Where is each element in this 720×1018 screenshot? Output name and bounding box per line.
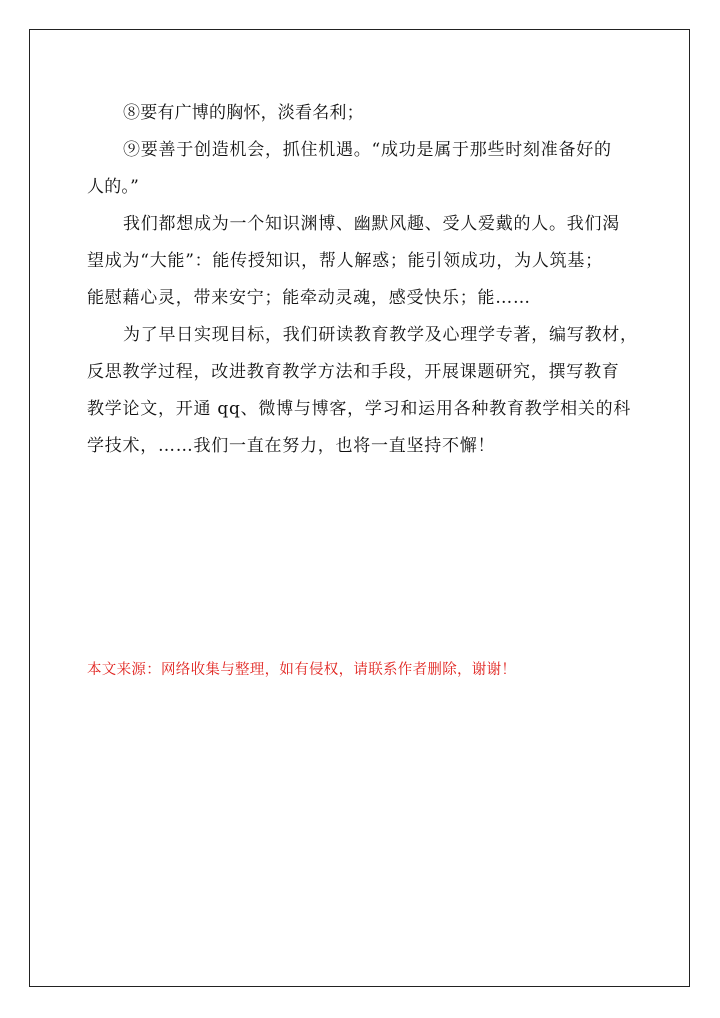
paragraph-effort-line-3: 教学论文，开通 qq、微博与博客，学习和运用各种教育教学相关的科 (87, 399, 632, 419)
document-body (87, 95, 638, 465)
paragraph-effort-line-2: 反思教学过程，改进教育教学方法和手段，开展课题研究，撰写教育 (87, 362, 620, 382)
paragraph-aspiration-line-3: 能慰藉心灵，带来安宁；能牵动灵魂，感受快乐；能…… (87, 288, 531, 308)
paragraph-9-line-1: ⑨要善于创造机会，抓住机遇。“成功是属于那些时刻准备好的 (123, 140, 612, 160)
paragraph-effort-line-1: 为了早日实现目标，我们研读教育教学及心理学专著，编写教材， (123, 325, 638, 345)
paragraph-8-line-1: ⑧要有广博的胸怀，淡看名利； (123, 103, 364, 123)
paragraph-aspiration-line-1: 我们都想成为一个知识渊博、幽默风趣、受人爱戴的人。我们渴 (123, 214, 620, 234)
paragraph-9-line-2: 人的。” (87, 177, 139, 197)
source-note: 本文来源：网络收集与整理，如有侵权，请联系作者删除，谢谢！ (87, 662, 517, 678)
paragraph-aspiration-line-2: 望成为“大能”：能传授知识，帮人解惑；能引领成功，为人筑基； (87, 251, 603, 271)
paragraph-effort-line-4: 学技术，……我们一直在努力，也将一直坚持不懈！ (87, 436, 496, 456)
